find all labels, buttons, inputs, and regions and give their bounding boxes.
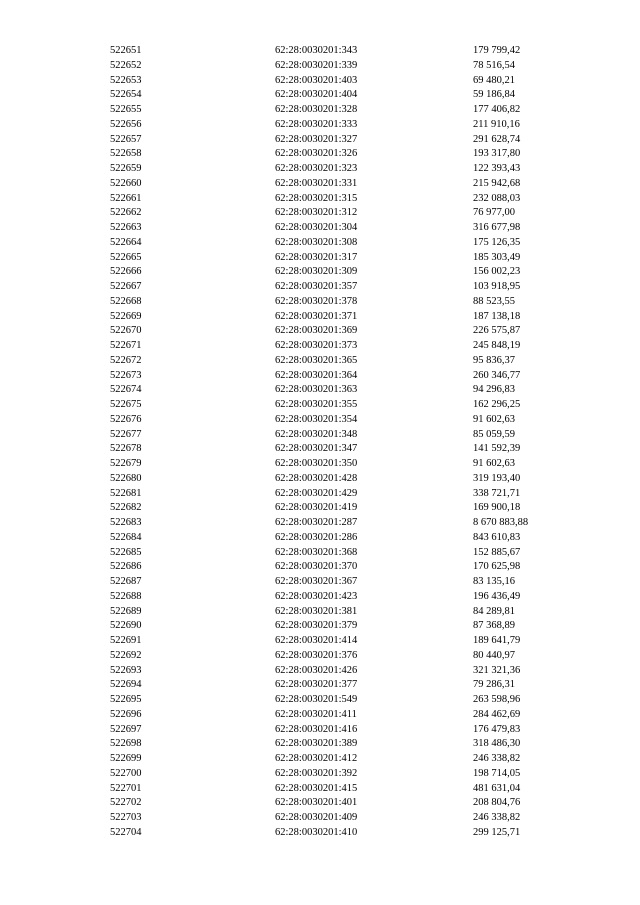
cadastral-number: 62:28:0030201:327 (275, 133, 358, 145)
cadastral-number: 62:28:0030201:409 (275, 812, 358, 823)
cadastral-number: 62:28:0030201:411 (275, 708, 357, 720)
table-row (0, 383, 640, 398)
row-number: 522671 (110, 340, 142, 351)
table-row (0, 546, 640, 561)
cadastral-number: 62:28:0030201:308 (275, 236, 358, 248)
cadastral-number: 62:28:0030201:392 (275, 767, 358, 779)
table-row (0, 531, 640, 546)
amount-value: 94 296,83 (473, 384, 515, 396)
table-row (0, 605, 640, 620)
row-number: 522690 (110, 620, 142, 632)
row-number: 522657 (110, 133, 142, 145)
row-number: 522675 (110, 399, 142, 410)
row-number: 522688 (110, 590, 142, 602)
amount-value: 176 479,83 (473, 723, 521, 735)
table-row (0, 575, 640, 590)
cadastral-number: 62:28:0030201:354 (275, 413, 358, 425)
amount-value: 141 592,39 (473, 443, 521, 455)
amount-value: 85 059,59 (473, 428, 515, 440)
table-row (0, 310, 640, 325)
cadastral-number: 62:28:0030201:339 (275, 59, 358, 71)
table-row (0, 723, 640, 738)
amount-value: 84 289,81 (473, 605, 515, 617)
table-row (0, 147, 640, 162)
amount-value: 260 346,77 (473, 369, 521, 381)
amount-value: 179 799,42 (473, 45, 521, 56)
row-number: 522685 (110, 546, 142, 558)
amount-value: 226 575,87 (473, 325, 521, 337)
cadastral-number: 62:28:0030201:370 (275, 561, 358, 573)
table-row (0, 487, 640, 502)
amount-value: 78 516,54 (473, 59, 515, 71)
cadastral-number: 62:28:0030201:287 (275, 517, 358, 528)
row-number: 522692 (110, 649, 142, 661)
amount-value: 189 641,79 (473, 635, 521, 646)
table-row (0, 280, 640, 295)
table-row (0, 752, 640, 767)
row-number: 522693 (110, 664, 142, 676)
table-row (0, 265, 640, 280)
row-number: 522687 (110, 576, 142, 587)
row-number: 522686 (110, 561, 142, 573)
table-row (0, 501, 640, 516)
table-row (0, 619, 640, 634)
table-row (0, 354, 640, 369)
row-number: 522660 (110, 177, 142, 189)
table-row (0, 634, 640, 649)
table-row (0, 737, 640, 752)
cadastral-number: 62:28:0030201:423 (275, 590, 358, 602)
cadastral-number: 62:28:0030201:369 (275, 325, 358, 337)
cadastral-number: 62:28:0030201:414 (275, 635, 358, 646)
cadastral-number: 62:28:0030201:331 (275, 177, 358, 189)
amount-value: 232 088,03 (473, 192, 521, 204)
amount-value: 187 138,18 (473, 310, 521, 322)
cadastral-number: 62:28:0030201:343 (275, 45, 358, 56)
table-row (0, 162, 640, 177)
table-row (0, 251, 640, 266)
amount-value: 246 338,82 (473, 753, 521, 764)
row-number: 522661 (110, 192, 142, 204)
cadastral-number: 62:28:0030201:415 (275, 782, 358, 794)
amount-value: 481 631,04 (473, 782, 521, 794)
amount-value: 80 440,97 (473, 649, 515, 661)
table-row (0, 236, 640, 251)
row-number: 522694 (110, 679, 142, 691)
cadastral-number: 62:28:0030201:333 (275, 118, 358, 130)
table-row (0, 133, 640, 148)
row-number: 522663 (110, 222, 142, 233)
cadastral-number: 62:28:0030201:312 (275, 207, 358, 219)
row-number: 522695 (110, 694, 142, 705)
table-row (0, 221, 640, 236)
row-number: 522652 (110, 59, 142, 71)
cadastral-number: 62:28:0030201:381 (275, 605, 358, 617)
amount-value: 87 368,89 (473, 620, 515, 632)
table-row (0, 88, 640, 103)
row-number: 522651 (110, 45, 142, 56)
row-number: 522662 (110, 207, 142, 219)
table-row (0, 649, 640, 664)
table-row (0, 192, 640, 207)
row-number: 522697 (110, 723, 142, 735)
table-row (0, 398, 640, 413)
table-row (0, 516, 640, 531)
amount-value: 83 135,16 (473, 576, 515, 587)
amount-value: 319 193,40 (473, 472, 521, 484)
table-row (0, 782, 640, 797)
table-row (0, 177, 640, 192)
row-number: 522665 (110, 251, 142, 263)
row-number: 522664 (110, 236, 142, 248)
cadastral-number: 62:28:0030201:373 (275, 340, 358, 351)
amount-value: 69 480,21 (473, 74, 515, 86)
row-number: 522691 (110, 635, 142, 646)
cadastral-number: 62:28:0030201:416 (275, 723, 358, 735)
amount-value: 177 406,82 (473, 104, 521, 115)
cadastral-number: 62:28:0030201:315 (275, 192, 358, 204)
cadastral-number: 62:28:0030201:401 (275, 797, 358, 809)
amount-value: 318 486,30 (473, 738, 521, 750)
table-row (0, 206, 640, 221)
cadastral-number: 62:28:0030201:426 (275, 664, 358, 676)
table-row (0, 767, 640, 782)
row-number: 522673 (110, 369, 142, 381)
row-number: 522700 (110, 767, 142, 779)
amount-value: 263 598,96 (473, 694, 521, 705)
row-number: 522681 (110, 487, 142, 499)
table-row (0, 693, 640, 708)
amount-value: 338 721,71 (473, 487, 521, 499)
row-number: 522668 (110, 295, 142, 307)
amount-value: 122 393,43 (473, 163, 521, 174)
cadastral-number: 62:28:0030201:348 (275, 428, 358, 440)
row-number: 522703 (110, 812, 142, 823)
cadastral-number: 62:28:0030201:355 (275, 399, 358, 410)
row-number: 522684 (110, 531, 142, 543)
cadastral-number: 62:28:0030201:412 (275, 753, 358, 764)
amount-value: 76 977,00 (473, 207, 515, 219)
amount-value: 185 303,49 (473, 251, 521, 263)
amount-value: 91 602,63 (473, 458, 515, 469)
table-row (0, 413, 640, 428)
cadastral-number: 62:28:0030201:326 (275, 148, 358, 160)
cadastral-number: 62:28:0030201:347 (275, 443, 358, 455)
amount-value: 196 436,49 (473, 590, 521, 602)
table-row (0, 428, 640, 443)
row-number: 522698 (110, 738, 142, 750)
row-number: 522680 (110, 472, 142, 484)
cadastral-number: 62:28:0030201:379 (275, 620, 358, 632)
table-row (0, 339, 640, 354)
row-number: 522682 (110, 502, 142, 514)
amount-value: 103 918,95 (473, 281, 521, 292)
row-number: 522679 (110, 458, 142, 469)
amount-value: 88 523,55 (473, 295, 515, 307)
table-row (0, 103, 640, 118)
row-number: 522669 (110, 310, 142, 322)
row-number: 522656 (110, 118, 142, 130)
row-number: 522696 (110, 708, 142, 720)
table-row (0, 811, 640, 826)
amount-value: 59 186,84 (473, 89, 515, 101)
amount-value: 175 126,35 (473, 236, 521, 248)
cadastral-number: 62:28:0030201:350 (275, 458, 358, 469)
row-number: 522677 (110, 428, 142, 440)
cadastral-number: 62:28:0030201:357 (275, 281, 358, 292)
row-number: 522670 (110, 325, 142, 337)
table-row (0, 295, 640, 310)
table-row (0, 708, 640, 723)
row-number: 522683 (110, 517, 142, 528)
cadastral-number: 62:28:0030201:304 (275, 222, 358, 233)
table-row (0, 457, 640, 472)
cadastral-number: 62:28:0030201:317 (275, 251, 358, 263)
amount-value: 156 002,23 (473, 266, 521, 278)
cadastral-number: 62:28:0030201:404 (275, 89, 358, 101)
data-table (0, 44, 640, 841)
table-row (0, 590, 640, 605)
amount-value: 95 836,37 (473, 354, 515, 366)
table-row (0, 118, 640, 133)
cadastral-number: 62:28:0030201:371 (275, 310, 358, 322)
amount-value: 91 602,63 (473, 413, 515, 425)
table-row (0, 664, 640, 679)
amount-value: 299 125,71 (473, 826, 521, 838)
row-number: 522655 (110, 104, 142, 115)
cadastral-number: 62:28:0030201:429 (275, 487, 358, 499)
table-row (0, 472, 640, 487)
table-row (0, 826, 640, 841)
row-number: 522676 (110, 413, 142, 425)
row-number: 522702 (110, 797, 142, 809)
cadastral-number: 62:28:0030201:377 (275, 679, 358, 691)
row-number: 522704 (110, 826, 142, 838)
row-number: 522667 (110, 281, 142, 292)
row-number: 522701 (110, 782, 142, 794)
amount-value: 198 714,05 (473, 767, 521, 779)
table-row (0, 796, 640, 811)
amount-value: 211 910,16 (473, 118, 520, 130)
amount-value: 170 625,98 (473, 561, 521, 573)
amount-value: 169 900,18 (473, 502, 521, 514)
cadastral-number: 62:28:0030201:428 (275, 472, 358, 484)
amount-value: 284 462,69 (473, 708, 521, 720)
amount-value: 316 677,98 (473, 222, 521, 233)
row-number: 522699 (110, 753, 142, 764)
row-number: 522658 (110, 148, 142, 160)
amount-value: 291 628,74 (473, 133, 521, 145)
cadastral-number: 62:28:0030201:328 (275, 104, 358, 115)
cadastral-number: 62:28:0030201:368 (275, 546, 358, 558)
cadastral-number: 62:28:0030201:286 (275, 531, 358, 543)
cadastral-number: 62:28:0030201:309 (275, 266, 358, 278)
table-row (0, 369, 640, 384)
cadastral-number: 62:28:0030201:403 (275, 74, 358, 86)
amount-value: 8 670 883,88 (473, 517, 529, 528)
amount-value: 152 885,67 (473, 546, 521, 558)
row-number: 522653 (110, 74, 142, 86)
table-row (0, 74, 640, 89)
cadastral-number: 62:28:0030201:364 (275, 369, 358, 381)
row-number: 522672 (110, 354, 142, 366)
cadastral-number: 62:28:0030201:419 (275, 502, 358, 514)
table-row (0, 442, 640, 457)
table-row (0, 44, 640, 59)
amount-value: 79 286,31 (473, 679, 515, 691)
row-number: 522674 (110, 384, 142, 396)
cadastral-number: 62:28:0030201:365 (275, 354, 358, 366)
cadastral-number: 62:28:0030201:323 (275, 163, 358, 174)
row-number: 522689 (110, 605, 142, 617)
row-number: 522666 (110, 266, 142, 278)
amount-value: 245 848,19 (473, 340, 521, 351)
table-row (0, 59, 640, 74)
table-row (0, 678, 640, 693)
row-number: 522678 (110, 443, 142, 455)
table-row (0, 324, 640, 339)
amount-value: 843 610,83 (473, 531, 521, 543)
cadastral-number: 62:28:0030201:410 (275, 826, 358, 838)
row-number: 522659 (110, 163, 142, 174)
row-number: 522654 (110, 89, 142, 101)
cadastral-number: 62:28:0030201:363 (275, 384, 358, 396)
amount-value: 215 942,68 (473, 177, 521, 189)
cadastral-number: 62:28:0030201:378 (275, 295, 358, 307)
amount-value: 246 338,82 (473, 812, 521, 823)
amount-value: 162 296,25 (473, 399, 521, 410)
amount-value: 208 804,76 (473, 797, 521, 809)
cadastral-number: 62:28:0030201:389 (275, 738, 358, 750)
table-row (0, 560, 640, 575)
cadastral-number: 62:28:0030201:549 (275, 694, 358, 705)
cadastral-number: 62:28:0030201:376 (275, 649, 358, 661)
amount-value: 193 317,80 (473, 148, 521, 160)
amount-value: 321 321,36 (473, 664, 521, 676)
cadastral-number: 62:28:0030201:367 (275, 576, 358, 587)
